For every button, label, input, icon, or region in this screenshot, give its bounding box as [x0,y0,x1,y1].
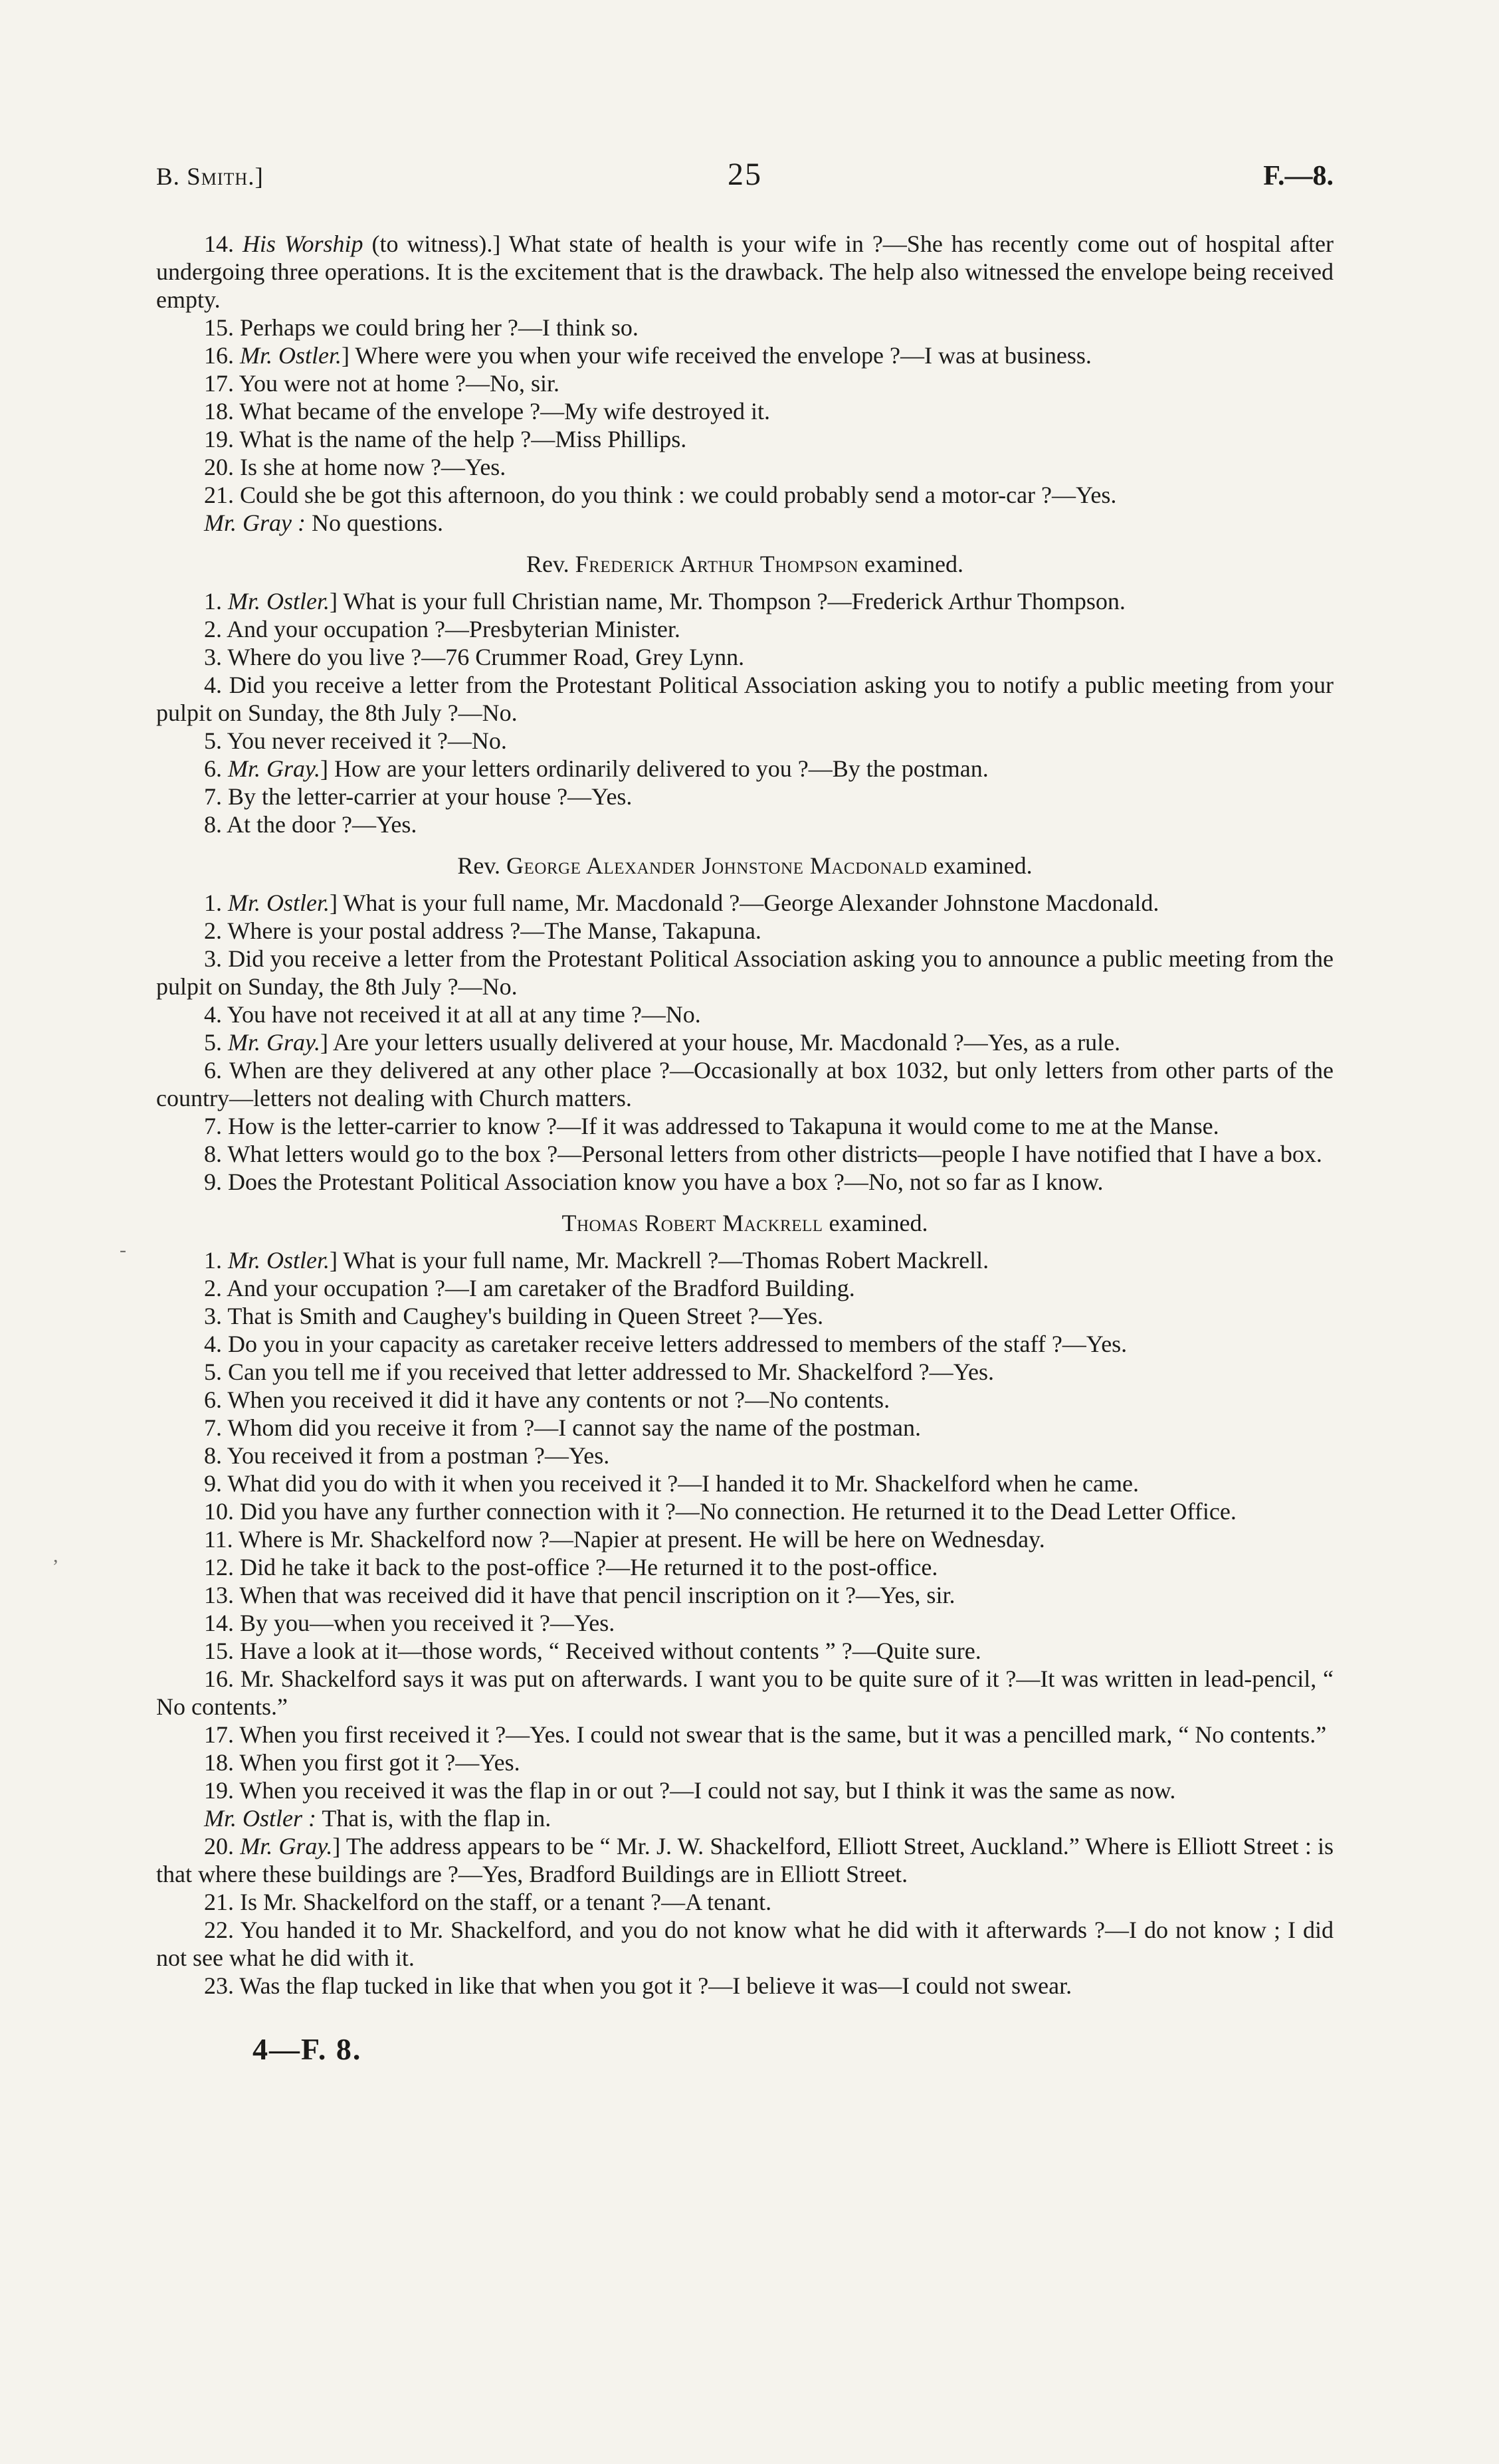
text-run: 3. Where do you live ?—76 Crummer Road, Grey Lynn. [204,644,745,670]
speaker-name: Mr. Gray. [240,1833,333,1859]
qa-paragraph [156,1665,1334,1721]
qa-paragraph [156,727,1334,755]
text-run: 15. Have a look at it—those words, “ Received without contents ” ?—Quite sure. [204,1638,981,1664]
qa-paragraph [156,945,1334,1000]
text-run: 6. When you received it did it have any contents or not ?—No contents. [204,1386,890,1413]
text-run: examined. [927,852,1033,879]
text-run: 10. Did you have any further connection with it ?—No connection. He returned it to the Dead Letter Office. [204,1498,1237,1525]
qa-paragraph [156,1056,1334,1112]
text-run: ] What is your full name, Mr. Mackrell ?—Thomas Robert Mackrell. [330,1247,989,1274]
speaker-name: Mr. Ostler. [228,1247,330,1274]
witness-name: George Alexander Johnstone Macdonald [506,852,928,879]
qa-paragraph [156,1112,1334,1140]
qa-paragraph [156,1140,1334,1168]
text-run: ] How are your letters ordinarily delivered to you ?—By the postman. [320,755,989,782]
text-run: 16. Mr. Shackelford says it was put on afterwards. I want you to be quite sure of it ?—It was written in lead-pencil, “ No contents.” [156,1665,1334,1720]
text-run: 22. You handed it to Mr. Shackelford, and you do not know what he did with it afterwards ?—I do not know ; I did not see what he did with it. [156,1917,1334,1971]
text-run: examined. [858,551,963,577]
qa-paragraph [156,1469,1334,1497]
qa-paragraph [156,810,1334,838]
qa-paragraph [156,230,1334,314]
qa-paragraph [156,1246,1334,1274]
speaker-name: Mr. Ostler. [240,342,342,369]
text-run: 21. Is Mr. Shackelford on the staff, or a tenant ?—A tenant. [204,1889,772,1915]
witness-name: Frederick Arthur Thompson [575,551,859,577]
speaker-name: Mr. Ostler. [228,588,330,615]
text-run: 2. Where is your postal address ?—The Manse, Takapuna. [204,917,761,944]
qa-paragraph [156,917,1334,945]
text-run: 11. Where is Mr. Shackelford now ?—Napier at present. He will be here on Wednesday. [204,1526,1045,1553]
text-run: 13. When that was received did it have that pencil inscription on it ?—Yes, sir. [204,1582,955,1608]
qa-paragraph [156,755,1334,783]
text-run: 18. When you first got it ?—Yes. [204,1749,520,1776]
text-run: ] What is your full name, Mr. Macdonald ?—George Alexander Johnstone Macdonald. [330,890,1159,916]
scan-artifact: , [53,1545,58,1566]
witness-name: Thomas Robert Mackrell [561,1210,823,1236]
qa-paragraph [156,453,1334,481]
text-run: 5. You never received it ?—No. [204,727,507,754]
speaker-name: Mr. Gray : [204,510,306,536]
text-run: 18. What became of the envelope ?—My wife destroyed it. [204,398,771,425]
qa-paragraph [156,1000,1334,1028]
text-run: 17. You were not at home ?—No, sir. [204,370,559,397]
qa-paragraph [156,643,1334,671]
text-run: 19. When you received it was the flap in or out ?—I could not say, but I think it was the same as now. [204,1777,1176,1804]
text-run: 1. [204,890,228,916]
speaker-name: His Worship [242,231,363,257]
text-run: 9. What did you do with it when you received it ?—I handed it to Mr. Shackelford when he came. [204,1470,1139,1497]
qa-paragraph [156,1749,1334,1776]
speaker-name: Mr. Gray. [228,1029,321,1056]
text-run: 17. When you first received it ?—Yes. I could not swear that is the same, but it was a pencilled mark, “ No contents.” [204,1721,1327,1748]
qa-paragraph [156,1386,1334,1414]
scan-artifact: - [120,1239,126,1261]
qa-paragraph [156,369,1334,397]
qa-paragraph [156,397,1334,425]
signature-line: 4—F. 8. [252,2032,362,2066]
text-run: 23. Was the flap tucked in like that when you got it ?—I believe it was—I could not swear. [204,1972,1072,1999]
page-number: 25 [728,157,762,192]
text-run: 4. Did you receive a letter from the Protestant Political Association asking you to notify a public meeting from your pulpit on Sunday, the 8th July ?—No. [156,672,1334,726]
qa-paragraph [156,1442,1334,1469]
text-run: (to witness).] What state of health is your wife in ?—She has recently come out of hospital after undergoing three operations. It is the excitement that is the drawback. The help also witnessed the envelope being received empty. [156,231,1334,313]
text-run: Rev. [526,551,575,577]
text-run: 20. Is she at home now ?—Yes. [204,454,506,480]
text-run: 2. And your occupation ?—Presbyterian Minister. [204,616,680,642]
qa-paragraph [156,1553,1334,1581]
text-run: No questions. [305,510,443,536]
qa-paragraph [156,1525,1334,1553]
text-run: 4. Do you in your capacity as caretaker receive letters addressed to members of the staff ?—Yes. [204,1331,1128,1357]
qa-paragraph [156,1497,1334,1525]
qa-paragraph [156,1776,1334,1804]
qa-paragraph [156,783,1334,810]
qa-paragraph [156,509,1334,537]
qa-paragraph [156,1274,1334,1302]
section-heading [156,852,1334,880]
qa-paragraph [156,1972,1334,2000]
text-run: 5. Can you tell me if you received that letter addressed to Mr. Shackelford ?—Yes. [204,1359,995,1385]
qa-paragraph [156,425,1334,453]
text-run: 3. That is Smith and Caughey's building in Queen Street ?—Yes. [204,1303,824,1329]
text-run: 21. Could she be got this afternoon, do you think : we could probably send a motor-car ?—Yes. [204,482,1117,508]
text-run: ] The address appears to be “ Mr. J. W. Shackelford, Elliott Street, Auckland.” Where is Elliott Street : is that where these buildings are ?—Yes, Bradford Buildings are in Elliott Street. [156,1833,1334,1887]
qa-paragraph [156,1414,1334,1442]
qa-paragraph [156,1916,1334,1972]
qa-paragraph [156,1358,1334,1386]
text-run: 7. Whom did you receive it from ?—I cannot say the name of the postman. [204,1414,922,1441]
document-page [156,156,1334,2067]
text-run: 6. When are they delivered at any other place ?—Occasionally at box 1032, but only letters from other parts of the country—letters not dealing with Church matters. [156,1057,1334,1111]
qa-paragraph [156,1302,1334,1330]
text-run: 5. [204,1029,228,1056]
qa-paragraph [156,1637,1334,1665]
text-run: 3. Did you receive a letter from the Protestant Political Association asking you to announce a public meeting from the pulpit on Sunday, the 8th July ?—No. [156,945,1334,1000]
section-heading [156,1209,1334,1237]
text-run: 8. What letters would go to the box ?—Personal letters from other districts—people I have notified that I have a box. [204,1141,1322,1167]
text-run: 19. What is the name of the help ?—Miss Phillips. [204,426,687,452]
text-run: Rev. [457,852,507,879]
text-run: 8. At the door ?—Yes. [204,811,417,838]
text-run: 4. You have not received it at all at any time ?—No. [204,1001,701,1028]
text-run: 14. By you—when you received it ?—Yes. [204,1610,615,1636]
qa-paragraph [156,1028,1334,1056]
text-run: 14. [204,231,243,257]
text-run: 9. Does the Protestant Political Association know you have a box ?—No, not so far as I know. [204,1169,1104,1195]
qa-paragraph [156,314,1334,341]
speaker-name: Mr. Ostler : [204,1805,316,1832]
section-heading [156,550,1334,578]
paper-reference: F.—8. [1263,161,1334,191]
text-run: 15. Perhaps we could bring her ?—I think so. [204,314,639,341]
text-run: ] Are your letters usually delivered at your house, Mr. Macdonald ?—Yes, as a rule. [320,1029,1121,1056]
qa-paragraph [156,1832,1334,1888]
qa-paragraph [156,615,1334,643]
text-run: 8. You received it from a postman ?—Yes. [204,1442,610,1469]
qa-paragraph [156,587,1334,615]
text-run: That is, with the flap in. [316,1805,551,1832]
speaker-name: Mr. Ostler. [228,890,330,916]
page-header [156,156,1334,193]
text-run: 1. [204,1247,228,1274]
text-run: 16. [204,342,240,369]
text-run: ] Where were you when your wife received the envelope ?—I was at business. [342,342,1092,369]
qa-paragraph [156,671,1334,727]
qa-paragraph [156,1804,1334,1832]
text-run: 20. [204,1833,241,1859]
text-run: 1. [204,588,228,615]
text-run: 7. How is the letter-carrier to know ?—If it was addressed to Takapuna it would come to me at the Manse. [204,1113,1219,1139]
qa-paragraph [156,1721,1334,1749]
text-run: 12. Did he take it back to the post-office ?—He returned it to the post-office. [204,1554,938,1580]
qa-paragraph [156,1330,1334,1358]
text-run: 7. By the letter-carrier at your house ?—Yes. [204,783,633,810]
qa-paragraph [156,481,1334,509]
qa-paragraph [156,1168,1334,1196]
running-header-witness: B. Smith.] [156,163,264,191]
speaker-name: Mr. Gray. [228,755,321,782]
document-body [156,230,1334,2000]
text-run: 2. And your occupation ?—I am caretaker of the Bradford Building. [204,1275,855,1301]
qa-paragraph [156,889,1334,917]
qa-paragraph [156,1888,1334,1916]
qa-paragraph [156,1581,1334,1609]
qa-paragraph [156,341,1334,369]
text-run: examined. [823,1210,928,1236]
qa-paragraph [156,1609,1334,1637]
text-run: 6. [204,755,228,782]
text-run: ] What is your full Christian name, Mr. Thompson ?—Frederick Arthur Thompson. [330,588,1126,615]
